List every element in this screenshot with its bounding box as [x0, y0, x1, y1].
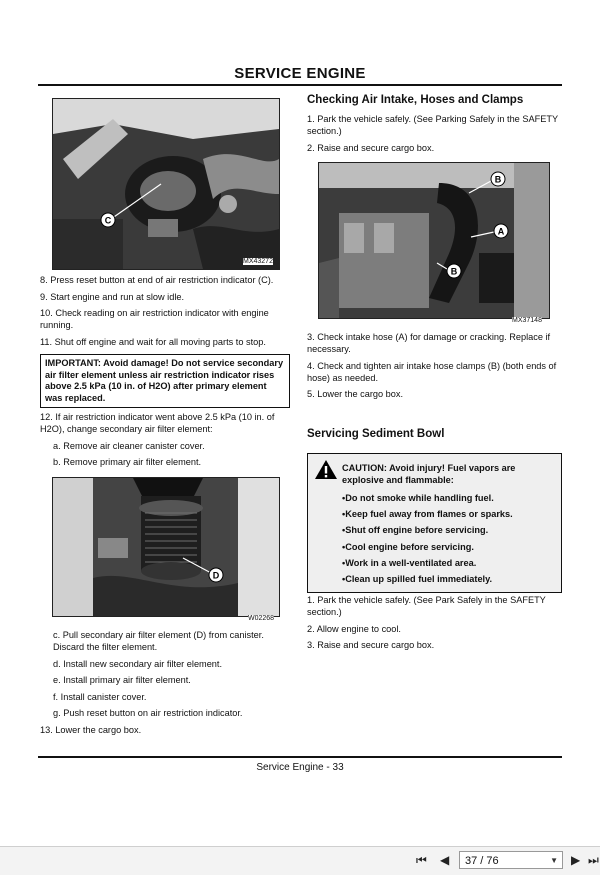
- substep-d: d. Install new secondary air filter element.: [53, 658, 223, 669]
- last-page-icon[interactable]: ⏭: [588, 853, 599, 867]
- step-8: 8. Press reset button at end of air restriction indicator (C).: [40, 275, 274, 285]
- figure-caption: MX37148: [512, 317, 542, 324]
- section-heading: Servicing Sediment Bowl: [307, 428, 445, 440]
- step-1: 1. Park the vehicle safely. (See Park Safely in the SAFETY section.): [307, 595, 546, 617]
- substep-a: a. Remove air cleaner canister cover.: [53, 440, 205, 451]
- substep-g: g. Push reset button on air restriction indicator.: [53, 708, 243, 718]
- secondary-filter-photo: [52, 477, 280, 617]
- step-11: 11. Shut off engine and wait for all moving parts to stop.: [40, 336, 266, 347]
- step-1: 1. Park the vehicle safely. (See Parking Safely in the SAFETY section.): [307, 114, 558, 136]
- step-2: 2. Allow engine to cool.: [307, 623, 401, 634]
- header-rule: [38, 84, 562, 86]
- substep-b: b. Remove primary air filter element.: [53, 457, 202, 467]
- step-2: 2. Raise and secure cargo box.: [307, 142, 435, 153]
- step-4: 4. Check and tighten air intake hose clamps (B) (both ends of hose) as needed.: [307, 360, 557, 383]
- substep-f: f. Install canister cover.: [53, 691, 147, 702]
- caution-item: • Cool engine before servicing.: [338, 539, 558, 555]
- footer-rule: [38, 756, 562, 758]
- caution-box: [307, 453, 562, 593]
- caution-item: • Do not smoke while handling fuel.: [338, 490, 558, 506]
- pdf-viewer-toolbar: [0, 846, 600, 875]
- step-3: 3. Check intake hose (A) for damage or cracking. Replace if necessary.: [307, 332, 551, 354]
- callout-c: C: [104, 215, 112, 226]
- callout-d: D: [212, 570, 220, 581]
- page-footer: Service Engine - 33: [256, 762, 344, 773]
- next-page-icon[interactable]: ▶: [571, 853, 581, 867]
- previous-page-icon[interactable]: ◀: [440, 853, 450, 867]
- substep-e: e. Install primary air filter element.: [53, 675, 191, 685]
- important-notice: IMPORTANT: Avoid damage! Do not service secondary air filter element unless air restriction indicator rises above 2.5 kPa (10 in. of H2O) after primary element was replaced.: [40, 354, 290, 408]
- figure-caption: MX43272: [243, 258, 273, 265]
- left-steps-a: [40, 274, 290, 352]
- caution-item: • Keep fuel away from flames or sparks.: [338, 506, 558, 522]
- chevron-down-icon: ▼: [550, 856, 558, 865]
- caution-item: • Shut off engine before servicing.: [338, 522, 558, 538]
- page-indicator: 37 / 76: [465, 855, 499, 867]
- air-restriction-indicator-photo: [52, 98, 280, 270]
- right-section-1: [307, 94, 562, 158]
- step-9: 9. Start engine and run at slow idle.: [40, 291, 185, 302]
- step-13: 13. Lower the cargo box.: [40, 724, 142, 735]
- step-5: 5. Lower the cargo box.: [307, 389, 404, 399]
- section-heading: Checking Air Intake, Hoses and Clamps: [307, 94, 524, 106]
- left-step-12: [40, 411, 290, 473]
- page-selector[interactable]: [459, 851, 563, 869]
- step-12: 12. If air restriction indicator went above 2.5 kPa (10 in. of H2O), change secondary air filter element:: [40, 412, 275, 434]
- page-title: SERVICE ENGINE: [234, 65, 366, 82]
- caution-heading: CAUTION: Avoid injury! Fuel vapors are explosive and flammable:: [342, 463, 516, 485]
- right-section-2: [307, 428, 562, 440]
- left-substeps: [40, 629, 290, 740]
- callout-b: B: [494, 174, 502, 185]
- substep-c: c. Pull secondary air filter element (D) from canister. Discard the filter element.: [53, 630, 264, 652]
- step-3: 3. Raise and secure cargo box.: [307, 640, 435, 650]
- first-page-icon[interactable]: ⏮: [416, 853, 427, 867]
- caution-list: [338, 490, 558, 587]
- warning-triangle-icon: [314, 459, 338, 480]
- callout-b: B: [450, 266, 458, 277]
- callout-a: A: [497, 226, 505, 237]
- intake-hose-photo: [318, 162, 550, 319]
- caution-item: • Work in a well-ventilated area.: [338, 555, 558, 571]
- step-10: 10. Check reading on air restriction indicator with engine running.: [40, 308, 269, 330]
- right-section-2b: [307, 594, 562, 656]
- right-section-1b: [307, 331, 562, 405]
- caution-item: • Clean up spilled fuel immediately.: [338, 571, 558, 587]
- figure-caption: W02268: [248, 615, 275, 622]
